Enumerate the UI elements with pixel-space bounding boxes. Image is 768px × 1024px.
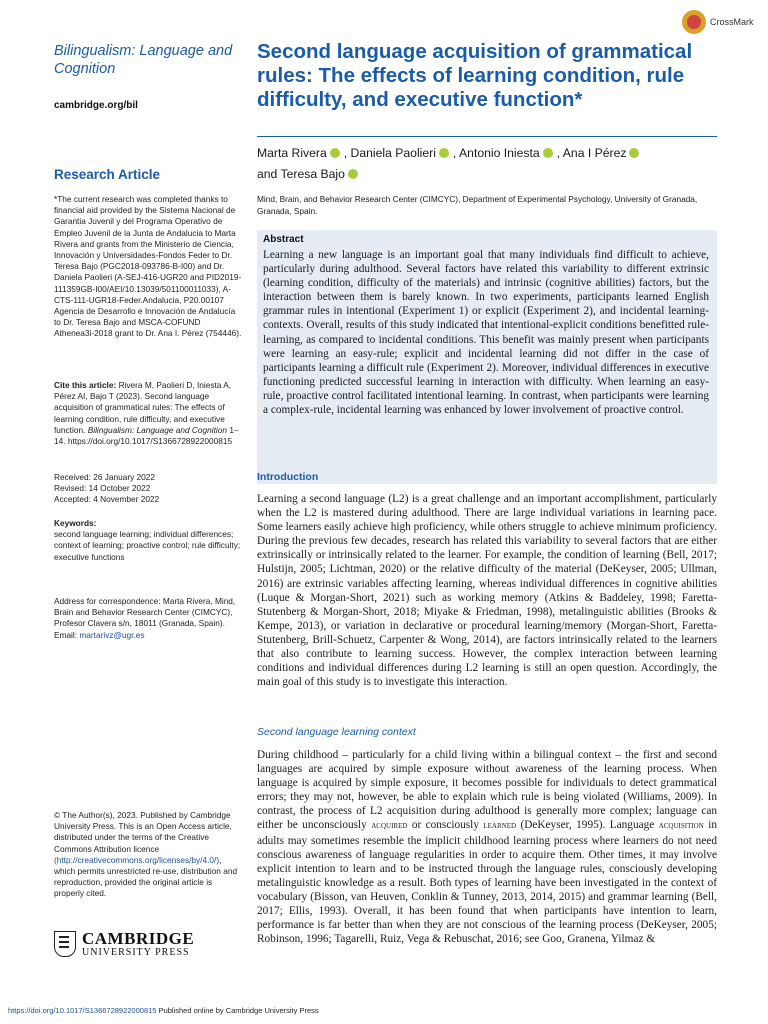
small-caps-term: learned (483, 820, 517, 832)
received-date: Received: 26 January 2022 (54, 472, 156, 482)
funding-note: *The current research was completed thanks to financial aid provided by the Sistema Nacional de Garantia Juvenil y del Programa Operativo de Empleo Juvenil de la Junta de Andalucia to Marta Rivera and grants from the Ministerio de Ciencia, Innovación y Universidades-Fondos Feder to Dr. Teresa Bajo (PGC2018-093786-B-I00) and Dr. Daniela Paolieri (A-SEJ-416-UGR20 and PID2019-111359GB-I00/AEI/10.13039/501100011033), A-CTS-111-UGR18-Feder.Andalucia, P20.00107 Agencia de Desarrollo e Innovación de Andalucía to Dr. Teresa Bajo and MSCA-COFUND Athenea3i-2018 grant to Dr. Ana I. Pérez (754446). (54, 194, 242, 339)
email-link[interactable]: martarivz@ugr.es (79, 629, 145, 640)
cite-pages: 1–14. https://doi.org/10.1017/S1366728922000815 (54, 424, 239, 447)
abstract-text: Learning a new language is an important goal that many individuals find difficult to achieve, particularly during adulthood. Several factors have related this variability to different extrinsic (learning condition, difficulty of the materials) and intrinsic (cognitive abilities) factors, but the interaction between them is barely known. In two experiments, participants learned English grammar rules in intentional (Experiment 1) or explicit (Experiment 2), and incidental learning-contexts. Overall, results of this study indicated that intentional-explicit conditions benefitted rule-learning, as compared to incidental conditions. This benefit was mainly present when participants were learning an easy-rule; explicit and incidental learning did not differ in the case of participants learning a difficult rule (Experiment 2). Moreover, individual differences in executive functioning predicted successful learning in interaction with difficulty. When learning an easy-rule, proactive control facilitated intentional learning. In contrast, when participants were learning a complex-rule, incidental learning was enhanced by lower involvement of proactive control. (263, 249, 709, 417)
doi-link[interactable]: https://doi.org/10.1017/S1366728922000815 (8, 1006, 157, 1015)
citation-block (54, 380, 242, 447)
article-type: Research Article (54, 167, 161, 182)
accepted-date: Accepted: 4 November 2022 (54, 494, 160, 505)
cite-journal: Bilingualism: Language and Cognition (87, 424, 227, 435)
paragraph-text: During childhood – particularly for a child living within a bilingual context – the first and second languages are acquired by simple exposure without awareness of the learning process. When language is acquired by simple exposure, it becomes possible for individuals to detect grammatical errors; they may not, however, be able to explain which rule is being violated (Williams, 2009). In contrast, the process of L2 acquisition during adulthood is generally more complex; language can either be unconsciously (257, 749, 717, 832)
introduction-paragraph: Learning a second language (L2) is a great challenge and an important accomplishment, particularly when the L2 is mastered during adulthood. There are large individual variations in learning pace. Some learners easily achieve high proficiency, while others struggle to achieve minimum proficiency. During the previous few decades, research has related this variability to several factors that are either extrinsically or intrinsically related to the learner. For example, the condition of learning (Bell, 2017; Hulstijn, 2005; Lichtman, 2020) or the relative difficulty of the material (DeKeyser, 2005; Ullman, 2016) are extrinsic variables affecting learning, whereas individual differences in cognitive abilities (Luque & Morgan-Short, 2021) such as working memory (Atkins & Baddeley, 1998; Faretta-Stutenberg & Morgan-Short, 2018; Miyake & Friedman, 1998), metalinguistic abilities (Brooks & Kempe, 2013), or variation in declarative or procedural learning/memory (Morgan-Short, Faretta-Stutenberg, Brill-Schuetz, Carpenter & Wong, 2014), are factors intrinsically related to the learners that also contribute to learning success. However, the complex interaction between learning conditions and individual differences during L2 learning is still an open question. Accordingly, the main goal of this study is to investigate this interaction. (257, 493, 717, 689)
author-name[interactable]: Marta Rivera (257, 146, 327, 160)
keywords-block (54, 518, 242, 563)
affiliation: Mind, Brain, and Behavior Research Center (CIMCYC), Department of Experimental Psychology, University of Granada, Granada, Spain. (257, 194, 698, 216)
article-main (257, 40, 717, 946)
article-title: Second language acquisition of grammatical rules: The effects of learning condition, rule difficulty, and executive function* (257, 40, 693, 111)
publisher-subname: UNIVERSITY PRESS (82, 947, 190, 958)
orcid-icon[interactable] (330, 148, 340, 158)
paragraph-text: in adults may sometimes resemble the implicit childhood learning process where learners do not need conscious awareness of language regularities in order to acquire them. Other times, it may involve explicit intention to learn and to be instructed through the language rules, consciously developing metalinguistic knowledge as a result. Both types of learning have been investigated in the context of vocabulary (Bisson, van Heuven, Conklin & Tunney, 2013, 2014, 2015) and grammar learning (Bell, 2017; Ellis, 1993). Overall, it has been found that when participants have intention to learn, performance is far better than when they are not conscious of the learning process (DeKeyser, 2005; Robinson, 1996; Tagarelli, Ruiz, Vega & Rebuschat, 2016; see Goo, Granena, Yilmaz & (257, 819, 717, 946)
authors-and: and (257, 167, 278, 181)
author-name[interactable]: Daniela Paolieri (350, 146, 436, 160)
publisher-logo (54, 930, 194, 958)
abstract-heading: Abstract (263, 234, 304, 245)
author-name[interactable]: Ana I Pérez (562, 146, 627, 160)
subsection-paragraph (257, 748, 717, 946)
abstract-box (257, 230, 717, 484)
orcid-icon[interactable] (439, 148, 449, 158)
license-text: © The Author(s), 2023. Published by Cambridge University Press. This is an Open Access article, distributed under the terms of the Creative Commons Attribution licence (54, 810, 232, 854)
publisher-name: CAMBRIDGE (82, 929, 195, 948)
published-online: Published online by Cambridge University Press (158, 1006, 319, 1015)
license-link[interactable]: (http://creativecommons.org/licenses/by/4.0/) (54, 854, 220, 865)
journal-url[interactable]: cambridge.org/bil (54, 100, 138, 111)
author-name[interactable]: Teresa Bajo (280, 167, 345, 181)
journal-name[interactable]: Bilingualism: Language and Cognition (54, 43, 233, 77)
keywords-list: second language learning; individual differences; context of learning; proactive control; rule difficulty; executive functions (54, 529, 241, 562)
crossmark-icon (682, 10, 706, 34)
cambridge-shield-icon (54, 931, 76, 957)
subsection-heading: Second language learning context (257, 726, 416, 738)
address-text: Address for correspondence: Marta Rivera, Mind, Brain and Behavior Research Center (CIMCYC), Profesor Clavera s/n, 18011 (Granada, Spain). Email: (54, 596, 236, 640)
license-text-end: , which permits unrestricted re-use, distribution and reproduction, provided the original article is properly cited. (54, 854, 238, 899)
small-caps-term: acquired (371, 820, 408, 832)
title-divider (257, 136, 717, 137)
sidebar (54, 42, 242, 899)
dates-block (54, 472, 242, 506)
orcid-icon[interactable] (629, 148, 639, 158)
author-name[interactable]: Antonio Iniesta (459, 146, 540, 160)
revised-date: Revised: 14 October 2022 (54, 483, 151, 494)
correspondence-address (54, 596, 242, 641)
crossmark-badge[interactable] (682, 10, 754, 34)
author-list: Marta Rivera , Daniela Paolieri , Antonio Iniesta , Ana I Pérez and Teresa Bajo (257, 143, 717, 185)
small-caps-term: acquisition (658, 820, 704, 832)
keywords-label: Keywords: (54, 518, 97, 528)
page-footer (8, 1006, 319, 1015)
paragraph-text: (DeKeyser, 1995). Language (520, 819, 655, 832)
license-block (54, 810, 242, 900)
paragraph-text: or consciously (411, 819, 479, 832)
orcid-icon[interactable] (348, 169, 358, 179)
orcid-icon[interactable] (543, 148, 553, 158)
cite-label: Cite this article: (54, 380, 117, 390)
crossmark-label: CrossMark (710, 17, 754, 27)
section-heading-introduction: Introduction (257, 471, 319, 483)
cite-text: Rivera M, Paolieri D, Iniesta A, Pérez AI, Bajo T (2023). Second language acquisition of grammatical rules: The effects of learning condition, rule difficulty, and executive function. (54, 380, 232, 435)
